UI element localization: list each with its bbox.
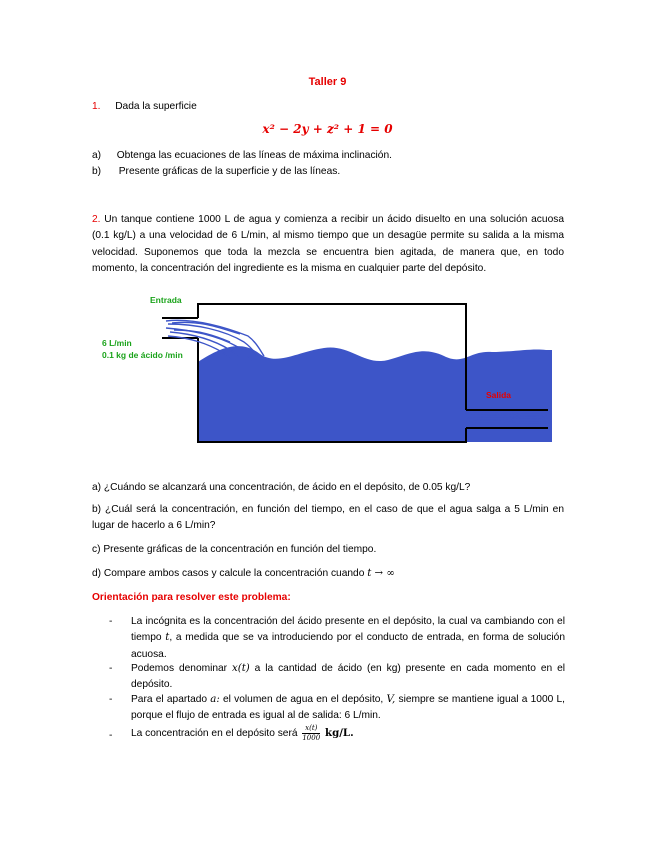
question-a: a) ¿Cuándo se alcanzará una concentración, de ácido en el depósito, de 0.05 kg/L? xyxy=(92,482,471,493)
problem-1-intro-line xyxy=(92,99,197,115)
bullet-1-math: t xyxy=(165,632,170,644)
problem-2-statement-block xyxy=(92,212,564,277)
question-b: b) ¿Cuál será la concentración, en función del tiempo, en el caso de que el agua salga a 5 L/min en lugar de hacerlo a 6 L/min? xyxy=(92,504,564,532)
item-a-text: Obtenga las ecuaciones de las líneas de máxima inclinación. xyxy=(116,150,392,161)
bullet-3-text: Para el apartado xyxy=(131,694,211,705)
fraction-denominator: 1000 xyxy=(302,734,321,742)
bullet-4-text: La concentración en el depósito será xyxy=(131,728,301,740)
bullet-dash: - xyxy=(109,730,113,741)
bullet-dash: - xyxy=(109,616,113,627)
surface-equation: x² − 2y + z² + 1 = 0 xyxy=(262,122,393,136)
item-a-label: a) xyxy=(92,150,102,161)
bullet-3-math-a: a: xyxy=(210,694,220,705)
question-c: c) Presente gráficas de la concentración en función del tiempo. xyxy=(92,544,377,555)
problem-2-statement: Un tanque contiene 1000 L de agua y comienza a recibir un ácido disuelto en una solución acuosa (0.1 kg/L) a una velocidad de 6 L/min, al mismo tiempo que un desagüe permite su salida a la misma velocidad. Suponemos que toda la mezcla se encuentra bien agitada, de manera que, en todo momento, la concentración del ingrediente es la misma en cualquier parte del depósito. xyxy=(92,214,564,274)
problem-2-number: 2. xyxy=(92,214,101,225)
bullet-3-text-end: siempre se mantiene igual a 1000 L, porque el flujo de entrada es igual al de salida: 6 L/min. xyxy=(131,694,565,722)
bullet-3-text-mid: el volumen de agua en el depósito, xyxy=(219,694,387,705)
item-b-text: Presente gráficas de la superficie y de las líneas. xyxy=(118,166,341,177)
fraction-numerator: x(t) xyxy=(302,724,320,734)
question-d-text: d) Compare ambos casos y calcule la concentración cuando xyxy=(92,568,368,579)
guidance-bullet-3 xyxy=(109,692,565,725)
acid-label: 0.1 kg de ácido /min xyxy=(102,350,183,360)
bullet-2-math: x(t) xyxy=(231,663,250,674)
problem-1-intro: Dada la superficie xyxy=(115,101,197,112)
problem-1-number: 1. xyxy=(92,101,101,112)
bullet-dash: - xyxy=(109,663,113,674)
tank-figure xyxy=(92,290,562,450)
bullet-3-math-v: V, xyxy=(386,694,396,705)
bullet-dash: - xyxy=(109,694,113,705)
bullet-1-text: La incógnita es la concentración del ácido presente en el depósito, la cual va cambiando con el tiempo xyxy=(131,616,565,644)
question-d-limit: t → ∞ xyxy=(367,568,395,579)
inlet-label: Entrada xyxy=(150,295,182,305)
question-d xyxy=(92,566,564,582)
concentration-fraction xyxy=(302,724,320,743)
guidance-bullet-1 xyxy=(109,614,565,663)
guidance-bullet-2 xyxy=(109,661,565,694)
item-b-label: b) xyxy=(92,166,102,177)
problem-1-item-a xyxy=(92,148,392,164)
bullet-2-text-end: a la cantidad de ácido (en kg) presente en cada momento en el depósito. xyxy=(131,663,565,691)
bullet-2-text: Podemos denominar xyxy=(131,663,232,674)
problem-1-item-b xyxy=(92,164,340,180)
unit-label: kg/L. xyxy=(325,727,354,740)
bullet-1-text-end: , a medida que se va introduciendo por el conducto de entrada, en forma de solución acuosa. xyxy=(131,632,565,660)
rate-label: 6 L/min xyxy=(102,338,132,348)
page-title: Taller 9 xyxy=(308,76,347,88)
outlet-label: Salida xyxy=(486,390,512,400)
guidance-bullet-4 xyxy=(109,724,565,743)
guidance-title: Orientación para resolver este problema: xyxy=(92,592,291,603)
